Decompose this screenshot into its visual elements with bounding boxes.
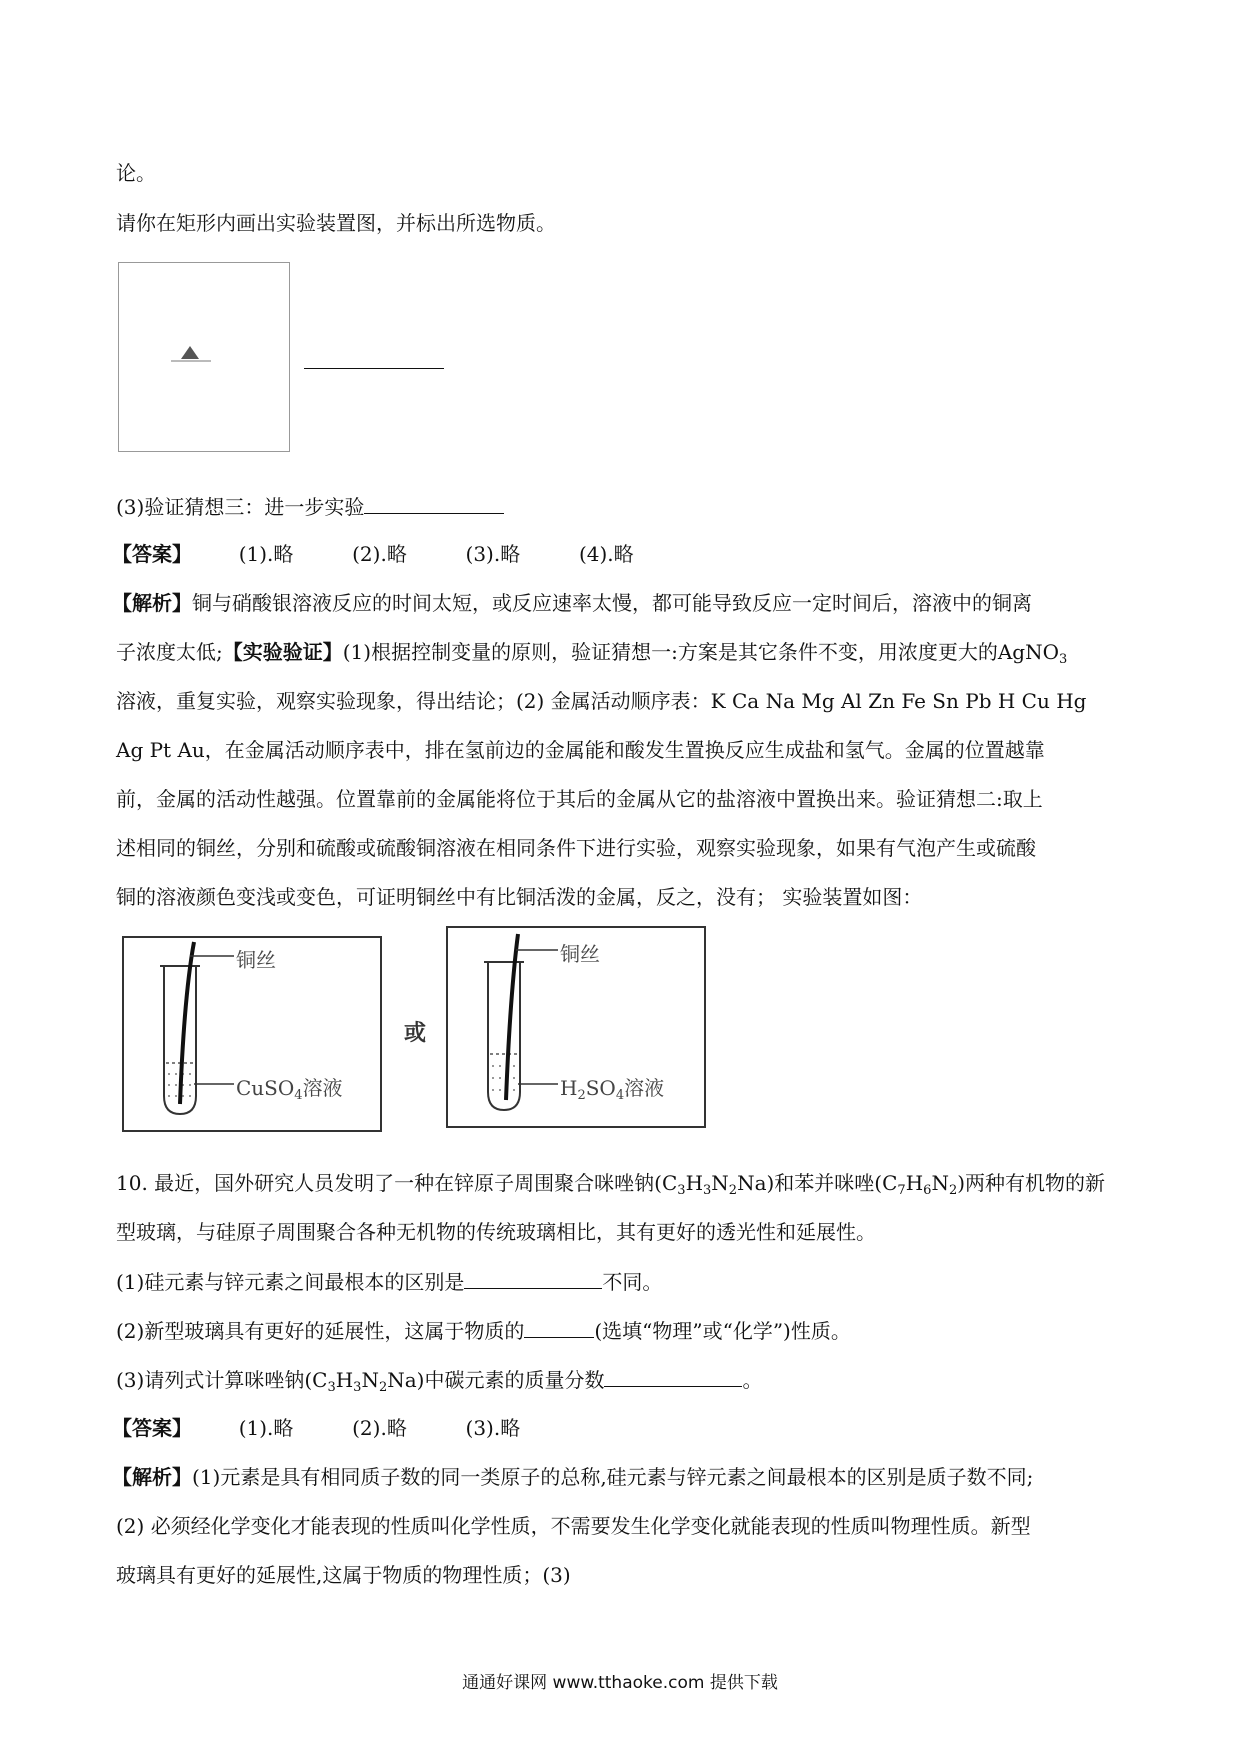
answer-item: (2).略	[352, 1416, 407, 1440]
answer-blank[interactable]	[604, 1366, 742, 1387]
drawing-box[interactable]	[118, 262, 290, 452]
analysis-text: 铜的溶液颜色变浅或变色，可证明铜丝中有比铜活泼的金属，反之，没有； 实验装置如图：	[116, 885, 923, 909]
analysis-text: (1)根据控制变量的原则，验证猜想一:方案是其它条件不变，用浓度更大的AgNO	[342, 640, 1059, 664]
answer-blank[interactable]	[524, 1317, 594, 1338]
answer-blank[interactable]	[364, 493, 504, 514]
instruction-text: 请你在矩形内画出实验装置图，并标出所选物质。	[116, 211, 556, 235]
wire-label: 铜丝	[236, 948, 276, 972]
analysis-text: 子浓度太低;	[116, 640, 223, 664]
answer-item: (1).略	[238, 1416, 294, 1440]
answer-item: (3).略	[465, 1416, 521, 1440]
answer-line	[112, 541, 634, 567]
answer-blank[interactable]	[304, 368, 444, 369]
section-label: 【实验验证】	[222, 640, 343, 664]
analysis-line	[116, 639, 1067, 673]
footer-text: 通通好课网 www.tthaoke.com 提供下载	[462, 1673, 778, 1693]
apparatus-figure-right	[446, 926, 706, 1128]
analysis-text: 铜与硝酸银溶液反应的时间太短，或反应速率太慢，都可能导致反应一定时间后，溶液中的铜离	[192, 591, 1032, 615]
question-text: (3)验证猜想三：进一步实验	[116, 495, 365, 519]
question-line: (1)硅元素与锌元素之间最根本的区别是 不同。	[116, 1270, 663, 1294]
subscript: 3	[1058, 652, 1068, 667]
analysis-line	[112, 1464, 1033, 1490]
analysis-text: (2) 必须经化学变化才能表现的性质叫化学性质，不需要发生化学变化就能表现的性质叫物理性质。新型	[116, 1514, 1031, 1538]
analysis-text: 玻璃具有更好的延展性,这属于物质的物理性质；(3)	[116, 1563, 571, 1587]
apparatus-figure-left	[122, 936, 382, 1132]
answer-label: 【答案】	[112, 542, 192, 566]
or-text: 或	[404, 1020, 427, 1046]
answer-line	[112, 1415, 520, 1441]
drawing-placeholder-icon	[159, 345, 219, 367]
analysis-text: (1)元素是具有相同质子数的同一类原子的总称,硅元素与锌元素之间最根本的区别是质子数不同;	[192, 1465, 1034, 1489]
answer-item: (4).略	[578, 542, 634, 566]
answer-blank[interactable]	[464, 1268, 602, 1289]
question-line: (3)请列式计算咪唑钠$(C_3H_3N_2Na)$中碳元素的质量分数 。	[116, 1368, 763, 1395]
analysis-label: 【解析】	[112, 591, 192, 615]
solution-label: CuSO$_4$溶液	[236, 1076, 343, 1103]
answer-label: 【答案】	[112, 1416, 192, 1440]
analysis-line	[112, 590, 1032, 616]
answer-item: (3).略	[465, 542, 521, 566]
analysis-text: 前，金属的活动性越强。位置靠前的金属能将位于其后的金属从它的盐溶液中置换出来。验证猜想二:取上	[116, 787, 1043, 811]
analysis-text: 述相同的铜丝，分别和硫酸或硫酸铜溶液在相同条件下进行实验，观察实验现象，如果有气泡产生或硫酸	[116, 836, 1036, 860]
wire-label: 铜丝	[560, 942, 600, 966]
answer-item: (2).略	[352, 542, 407, 566]
analysis-text: 溶液，重复实验，观察实验现象，得出结论；(2) 金属活动顺序表：K Ca Na Mg Al Zn Fe Sn Pb H Cu Hg	[116, 689, 1087, 713]
text-line: 论。	[116, 161, 156, 185]
analysis-text: Ag Pt Au，在金属活动顺序表中，排在氢前边的金属能和酸发生置换反应生成盐和氢气。金属的位置越靠	[116, 738, 1045, 762]
question-intro: 10. 最近，国外研究人员发明了一种在锌原子周围聚合咪唑钠$(C_3H_3N_2Na)$和苯并咪唑$(C_7H_6N_2)$两种有机物的新	[116, 1171, 1106, 1198]
question-line	[116, 493, 504, 520]
solution-label: $H_2SO_4$溶液	[560, 1076, 665, 1103]
answer-item: (1).略	[238, 542, 294, 566]
question-intro: 型玻璃，与硅原子周围聚合各种无机物的传统玻璃相比，其有更好的透光性和延展性。	[116, 1220, 876, 1244]
question-line: (2)新型玻璃具有更好的延展性，这属于物质的 (选填“物理”或“化学”)性质。	[116, 1319, 851, 1343]
analysis-label: 【解析】	[112, 1465, 192, 1489]
